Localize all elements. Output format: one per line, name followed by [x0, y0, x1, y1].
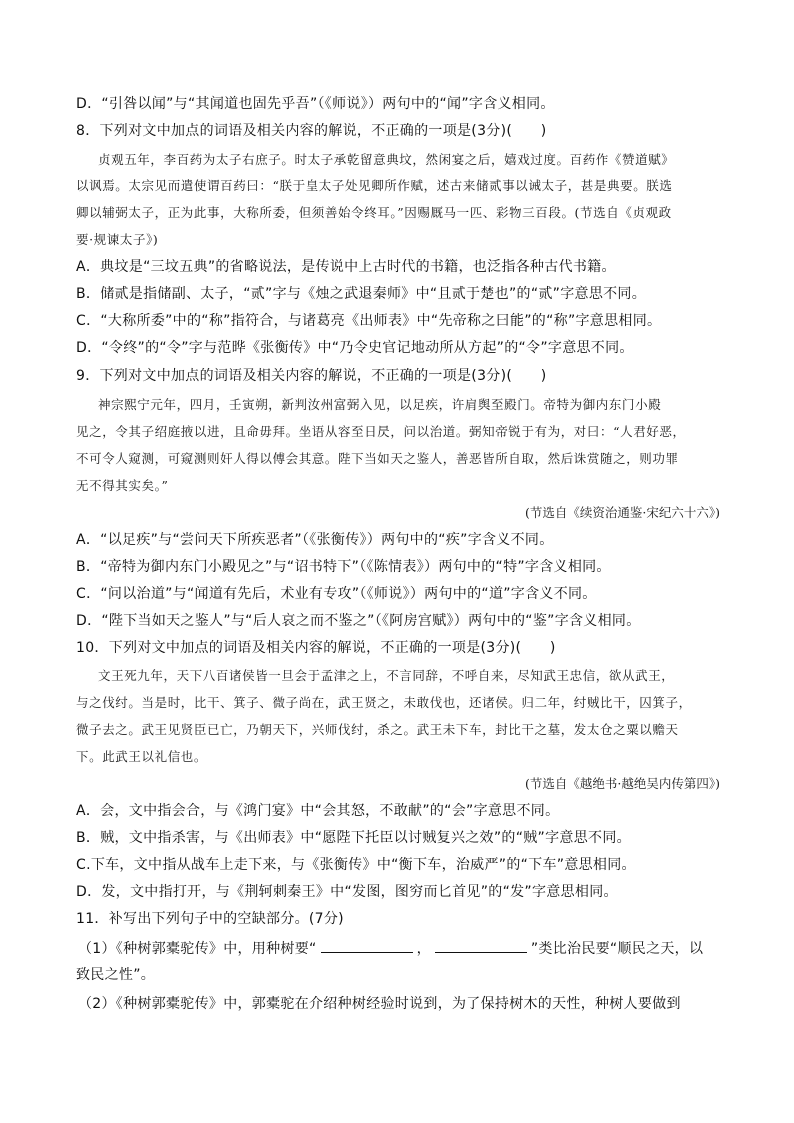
q10-option-d: D．发，文中指打开，与《荆轲刺秦王》中“发图，图穷而匕首见”的“发”字意思相同。 [76, 884, 618, 900]
passage-9-line-3: 不可令人窥测，可窥测则奸人得以傅会其意。陛下当如天之鉴人，善恶皆所自取，然后诛赏随之，则功罪 [76, 451, 679, 466]
passage-9-source: (节选自《续资治通鉴·宋纪六十六》) [525, 505, 720, 520]
passage-9-line-1: 神宗熙宁元年，四月，壬寅朔，新判汝州富弼入见，以足疾，许肩舆至殿门。帝特为御内东门小殿 [98, 397, 662, 412]
q11-item-1-suffix: ”类比治民要“顺民之天，以 [530, 941, 704, 957]
q9-option-a: A．“以足疾”与“尝问天下所疾恶者”（《张衡传》）两句中的“疾”字含义不同。 [76, 532, 554, 548]
question-9-stem: 9．下列对文中加点的词语及相关内容的解说，不正确的一项是(3分)( ) [76, 368, 547, 384]
q9-option-b: B．“帝特为御内东门小殿见之”与“诏书特下”（《陈情表》）两句中的“特”字含义相同。 [76, 559, 611, 575]
answer-blank-1[interactable] [321, 938, 413, 953]
question-11-stem: 11．补写出下列句子中的空缺部分。(7分) [76, 911, 344, 927]
question-8-stem: 8．下列对文中加点的词语及相关内容的解说，不正确的一项是(3分)( ) [76, 123, 547, 139]
q11-item-2: （2）《种树郭橐驼传》中，郭橐驼在介绍种树经验时说到，为了保持树木的天性，种树人要做到 [78, 996, 681, 1012]
passage-8-line-1: 贞观五年，李百药为太子右庶子。时太子承乾留意典坟，然闲宴之后，嬉戏过度。百药作《赞道赋》 [98, 152, 675, 167]
passage-10-line-4: 下。此武王以礼信也。 [76, 749, 208, 764]
question-10-stem: 10．下列对文中加点的词语及相关内容的解说，不正确的一项是(3分)( ) [76, 640, 556, 656]
q11-item-1-comma: ， [416, 941, 431, 957]
option-d-line: D．“引咎以闻”与“其闻道也固先乎吾”（《师说》）两句中的“闻”字含义相同。 [76, 96, 555, 112]
passage-10-line-3: 微子去之。武王见贤臣已亡，乃朝天下，兴师伐纣，杀之。武王未下车，封比干之墓，发太仓之粟以赡天 [76, 722, 679, 737]
passage-10-source: (节选自《越绝书·越绝吴内传第四》) [525, 776, 720, 791]
q8-option-c: C．“大称所委”中的“称”指符合，与诸葛亮《出师表》中“先帝称之曰能”的“称”字意思相同。 [76, 313, 662, 329]
passage-8-line-2: 以讽焉。太宗见而遣使谓百药曰：“朕于皇太子处见卿所作赋，述古来储贰事以诫太子，甚是典要。朕选 [76, 178, 673, 193]
q10-option-c: C.下车，文中指从战车上走下来，与《张衡传》中“衡下车，治威严”的“下车”意思相同。 [76, 857, 636, 873]
passage-9-line-2: 见之，令其子绍庭掖以进，且命毋拜。坐语从容至日昃，问以治道。弼知帝锐于有为，对曰：“人君好恶， [76, 424, 686, 439]
q11-item-1-prefix: （1）《种树郭橐驼传》中，用种树要“ [78, 941, 317, 957]
q10-option-a: A．会，文中指会合，与《鸿门宴》中“会其怒，不敢献”的“会”字意思不同。 [76, 803, 560, 819]
q9-option-c: C．“问以治道”与“闻道有先后，术业有专攻”（《师说》）两句中的“道”字含义不同。 [76, 586, 597, 602]
answer-blank-2[interactable] [435, 938, 527, 953]
passage-10-line-1: 文王死九年，天下八百诸侯皆一旦会于孟津之上，不言同辞，不呼自来，尽知武王忠信，欲从武王， [98, 668, 675, 683]
passage-8-line-3: 卿以辅弼太子，正为此事，大称所委，但须善始令终耳。”因赐厩马一匹、彩物三百段。(节选自《贞观政 [76, 205, 672, 220]
q10-option-b: B．贼，文中指杀害，与《出师表》中“愿陛下托臣以讨贼复兴之效”的“贼”字意思不同。 [76, 830, 631, 846]
passage-8-line-4: 要·规谏太子》) [76, 232, 159, 247]
passage-10-line-2: 与之伐纣。当是时，比干、箕子、微子尚在，武王贤之，未敢伐也，还诸侯。归二年，纣贼比干，囚箕子， [76, 695, 692, 710]
q11-item-1 [78, 938, 703, 959]
q8-option-b: B．储贰是指储副、太子，“贰”字与《烛之武退秦师》中“且贰于楚也”的“贰”字意思不同。 [76, 286, 647, 302]
q8-option-a: A．典坟是“三坟五典”的省略说法，是传说中上古时代的书籍，也泛指各种古代书籍。 [76, 259, 616, 275]
q11-item-1-continuation: 致民之性”。 [76, 967, 156, 983]
q8-option-d: D．“令终”的“令”字与范晔《张衡传》中“乃令史官记地动所从方起”的“令”字意思不同。 [76, 340, 634, 356]
passage-9-line-4: 无不得其实矣。” [76, 478, 169, 493]
q9-option-d: D．“陛下当如天之鉴人”与“后人哀之而不鉴之”（《阿房宫赋》）两句中的“鉴”字含义相同。 [76, 613, 641, 629]
